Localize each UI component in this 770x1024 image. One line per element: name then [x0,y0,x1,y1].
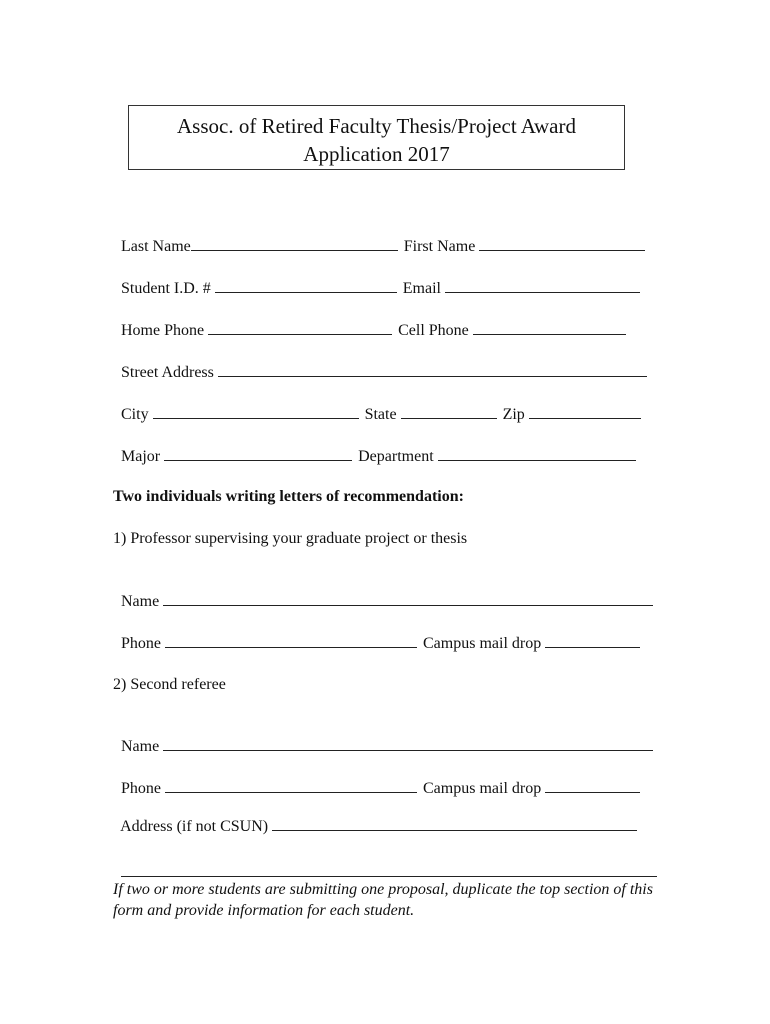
name-row [113,216,651,257]
major-label: Major [121,448,161,465]
referee1-name-label: Name [121,593,160,610]
home-phone-field[interactable] [208,320,392,335]
referee1-name-field[interactable] [163,591,653,606]
last-name-label: Last Name [121,238,191,255]
form-title-line2: Application 2017 [303,142,450,166]
referee2-label: 2) Second referee [113,676,226,693]
referee1-mail-drop-field[interactable] [545,633,640,648]
referee2-address-row [113,796,643,837]
major-row [113,426,642,467]
street-address-row [113,342,653,383]
zip-label: Zip [502,406,525,423]
form-title-line1: Assoc. of Retired Faculty Thesis/Project Award [177,114,576,138]
referee2-name-row [113,716,659,757]
street-address-field[interactable] [218,362,647,377]
referee2-phone-row [113,758,646,799]
last-name-field[interactable] [191,236,398,251]
referee2-address-field[interactable] [272,816,637,831]
state-label: State [364,406,397,423]
department-label: Department [358,448,434,465]
referee1-phone-field[interactable] [165,633,417,648]
referee1-phone-row [113,613,646,654]
referee2-mail-drop-label: Campus mail drop [423,780,542,797]
zip-field[interactable] [529,404,641,419]
form-title-box [128,105,625,170]
referee2-phone-field[interactable] [165,778,417,793]
referee1-label: 1) Professor supervising your graduate project or thesis [113,530,468,547]
referee2-mail-drop-field[interactable] [545,778,640,793]
city-label: City [121,406,149,423]
id-email-row [113,258,646,299]
referee2-name-field[interactable] [163,736,653,751]
student-id-label: Student I.D. # [121,280,211,297]
referee1-phone-label: Phone [121,635,161,652]
duplicate-section-note: If two or more students are submitting one proposal, duplicate the top section of this form and provide information for each student. [113,881,653,919]
recommendations-heading: Two individuals writing letters of recommendation: [113,488,464,505]
first-name-label: First Name [403,238,476,255]
state-field[interactable] [401,404,497,419]
first-name-field[interactable] [479,236,645,251]
referee2-name-label: Name [121,738,160,755]
referee2-address-label: Address (if not CSUN) [120,818,269,835]
department-field[interactable] [438,446,636,461]
referee1-mail-drop-label: Campus mail drop [423,635,542,652]
email-field[interactable] [445,278,640,293]
home-phone-label: Home Phone [121,322,205,339]
cell-phone-field[interactable] [473,320,626,335]
city-row [113,384,647,425]
cell-phone-label: Cell Phone [398,322,469,339]
referee2-phone-label: Phone [121,780,161,797]
email-label: Email [402,280,441,297]
referee1-name-row [113,571,659,612]
referee2-address-continuation-row [113,842,663,883]
referee2-address-continuation-field[interactable] [121,862,657,877]
student-id-field[interactable] [215,278,397,293]
major-field[interactable] [164,446,352,461]
street-address-label: Street Address [121,364,214,381]
city-field[interactable] [153,404,359,419]
phone-row [113,300,632,341]
